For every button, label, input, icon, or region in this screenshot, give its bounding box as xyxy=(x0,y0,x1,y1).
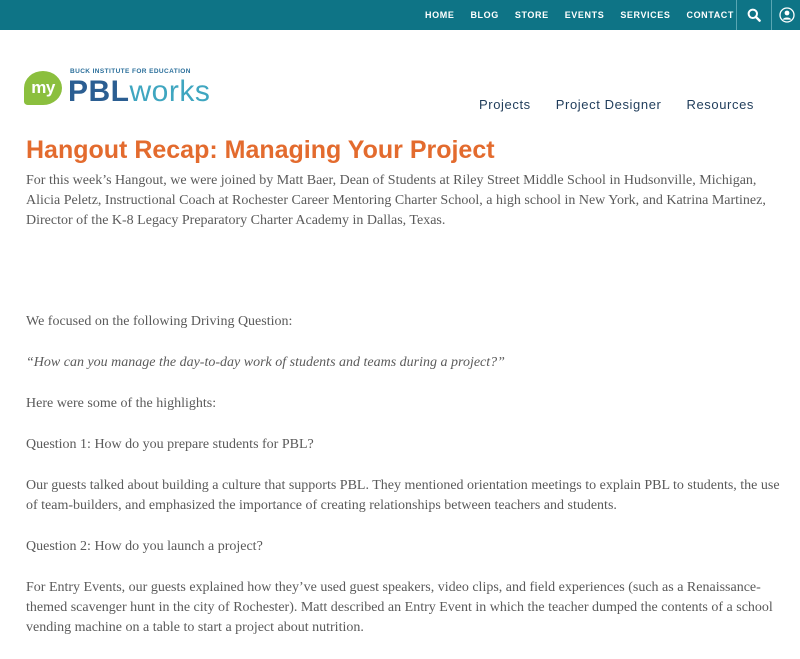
answer-2: For Entry Events, our guests explained how they’ve used guest speakers, video clips, and field experiences (such as a Renaissance-themed scavenger hunt in the city of Rochester). Matt described an Entry Event in which the teacher dumped the contents of a school vending machine on a table to start a project about nutrition. xyxy=(26,580,773,635)
driving-question: “How can you manage the day-to-day work of students and teams during a project?” xyxy=(26,355,505,370)
main-nav-projects[interactable]: Projects xyxy=(479,97,531,112)
question-1: Question 1: How do you prepare students for PBL? xyxy=(26,437,314,452)
top-nav-home[interactable]: HOME xyxy=(425,10,455,20)
page-title: Hangout Recap: Managing Your Project xyxy=(26,136,495,164)
logo-wordmark xyxy=(68,75,210,109)
top-nav-contact[interactable]: CONTACT xyxy=(686,10,734,20)
user-account-button[interactable] xyxy=(771,0,800,30)
top-bar xyxy=(0,0,800,30)
top-nav-blog[interactable]: BLOG xyxy=(470,10,499,20)
question-2: Question 2: How do you launch a project? xyxy=(26,539,263,554)
paragraph-focus: We focused on the following Driving Question: xyxy=(26,314,293,329)
logo-word-works: works xyxy=(129,75,211,108)
answer-1: Our guests talked about building a culture that supports PBL. They mentioned orientation meetings to explain PBL to students, the use of team-builders, and emphasized the importance of creating relationships between teachers and students. xyxy=(26,478,780,513)
top-nav-services[interactable]: SERVICES xyxy=(620,10,671,20)
paragraph-highlights: Here were some of the highlights: xyxy=(26,396,217,411)
top-nav-store[interactable]: STORE xyxy=(514,10,549,20)
embed-spacer xyxy=(26,231,788,312)
main-nav-project-designer[interactable]: Project Designer xyxy=(555,97,662,112)
main-nav xyxy=(479,97,779,112)
user-icon xyxy=(779,7,795,23)
main-nav-resources[interactable]: Resources xyxy=(686,97,755,112)
logo-word-pbl: PBL xyxy=(68,75,130,108)
search-icon xyxy=(747,8,761,22)
logo-tagline: BUCK INSTITUTE FOR EDUCATION xyxy=(70,68,191,75)
search-button[interactable] xyxy=(736,0,771,30)
intro-paragraph: For this week’s Hangout, we were joined by Matt Baer, Dean of Students at Riley Street Middle School in Hudsonville, Michigan, Alicia Peletz, Instructional Coach at Rochester Career Mentoring Charter School, a high school in New York, and Katrina Martinez, Director of the K-8 Legacy Preparatory Charter Academy in Dallas, Texas. xyxy=(26,173,766,228)
top-nav xyxy=(409,0,734,30)
top-nav-events[interactable]: EVENTS xyxy=(564,10,605,20)
article-body xyxy=(26,171,788,659)
logo-badge: my xyxy=(24,71,62,105)
site-logo[interactable] xyxy=(24,66,246,110)
